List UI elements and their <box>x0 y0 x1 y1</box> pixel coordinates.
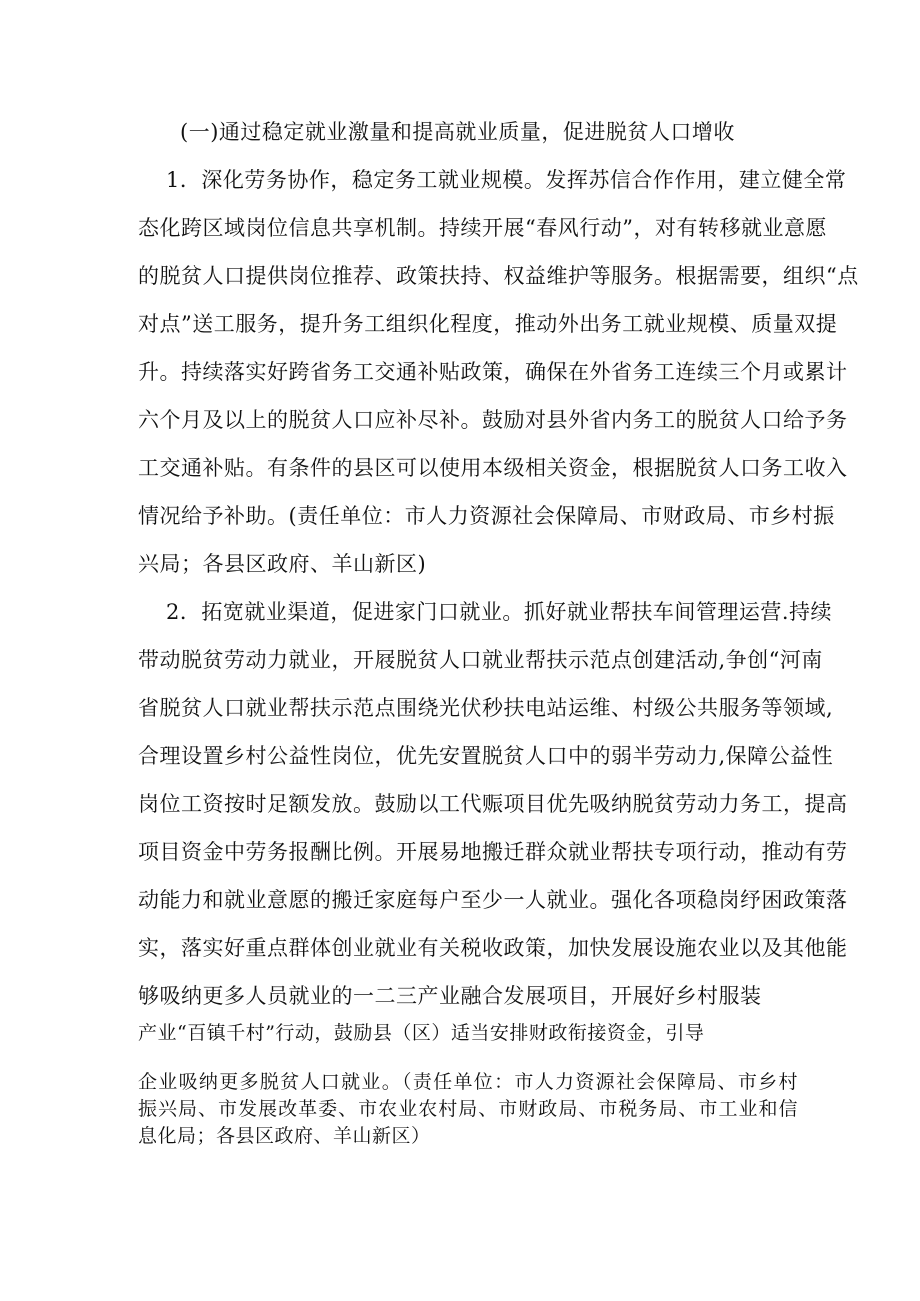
paragraph-2-line-9: 够吸纳更多人员就业的一二三产业融合发展项目，开展好乡村服装 <box>138 984 762 1008</box>
paragraph-2-line-3: 省脱贫人口就业帮扶示范点围绕光伏秒扶电站运维、村级公共服务等领域, <box>138 696 834 720</box>
paragraph-2-line-1: 2．拓宽就业渠道，促进家门口就业。抓好就业帮扶车间管理运营.持续 <box>166 600 833 624</box>
paragraph-1-line-8: 情况给予补助。(责任单位：市人力资源社会保障局、市财政局、市乡村振 <box>138 504 835 528</box>
paragraph-1-line-5: 升。持续落实好跨省务工交通补贴政策，确保在外省务工连续三个月或累计 <box>138 360 848 384</box>
paragraph-2-line-7: 动能力和就业意愿的搬迁家庭每户至少一人就业。强化各项稳岗纾困政策落 <box>138 888 848 912</box>
paragraph-1-line-7: 工交通补贴。有条件的县区可以使用本级相关资金，根据脱贫人口务工收入 <box>138 456 848 480</box>
paragraph-1-line-4: 对点”送工服务，提升务工组织化程度，推动外出务工就业规模、质量双提 <box>138 312 838 336</box>
paragraph-2-line-10: 产业“百镇千村”行动，鼓励县（区）适当安排财政衔接资金，引导 <box>138 1022 705 1044</box>
paragraph-1-line-1: 1．深化劳务协作，稳定务工就业规模。发挥苏信合作作用，建立健全常 <box>166 168 847 192</box>
paragraph-2-line-12: 振兴局、市发展改革委、市农业农村局、市财政局、市税务局、市工业和信 <box>138 1098 798 1120</box>
paragraph-2-line-4: 合理设置乡村公益性岗位，优先安置脱贫人口中的弱半劳动力,保障公益性 <box>138 744 834 768</box>
paragraph-1-line-3: 的脱贫人口提供岗位推荐、政策扶持、权益维护等服务。根据需要，组织“点 <box>138 264 859 288</box>
paragraph-1-line-6: 六个月及以上的脱贫人口应补尽补。鼓励对县外省内务工的脱贫人口给予务 <box>138 408 848 432</box>
paragraph-2-line-8: 实，落实好重点群体创业就业有关税收政策，加快发展设施农业以及其他能 <box>138 936 848 960</box>
paragraph-2-line-11: 企业吸纳更多脱贫人口就业。（责任单位：市人力资源社会保障局、市乡村 <box>138 1071 798 1093</box>
paragraph-2-line-2: 带动脱贫劳动力就业，开屐脱贫人口就业帮扶示范点创建活动,争创“河南 <box>138 648 823 672</box>
section-heading: (一)通过稳定就业激量和提高就业质量，促进脱贫人口增收 <box>180 120 735 144</box>
paragraph-2-line-13: 息化局；各县区政府、羊山新区） <box>138 1125 431 1147</box>
paragraph-1-line-9: 兴局；各县区政府、羊山新区) <box>138 552 427 576</box>
paragraph-2-line-6: 项目资金中劳务报酬比例。开展易地搬迁群众就业帮扶专项行动，推动有劳 <box>138 840 848 864</box>
paragraph-1-line-2: 态化跨区域岗位信息共享机制。持续开展“春风行动”，对有转移就业意愿 <box>138 216 827 240</box>
paragraph-2-line-5: 岗位工资按时足额发放。鼓励以工代赈项目优先吸纳脱贫劳动力务工，提高 <box>138 792 848 816</box>
